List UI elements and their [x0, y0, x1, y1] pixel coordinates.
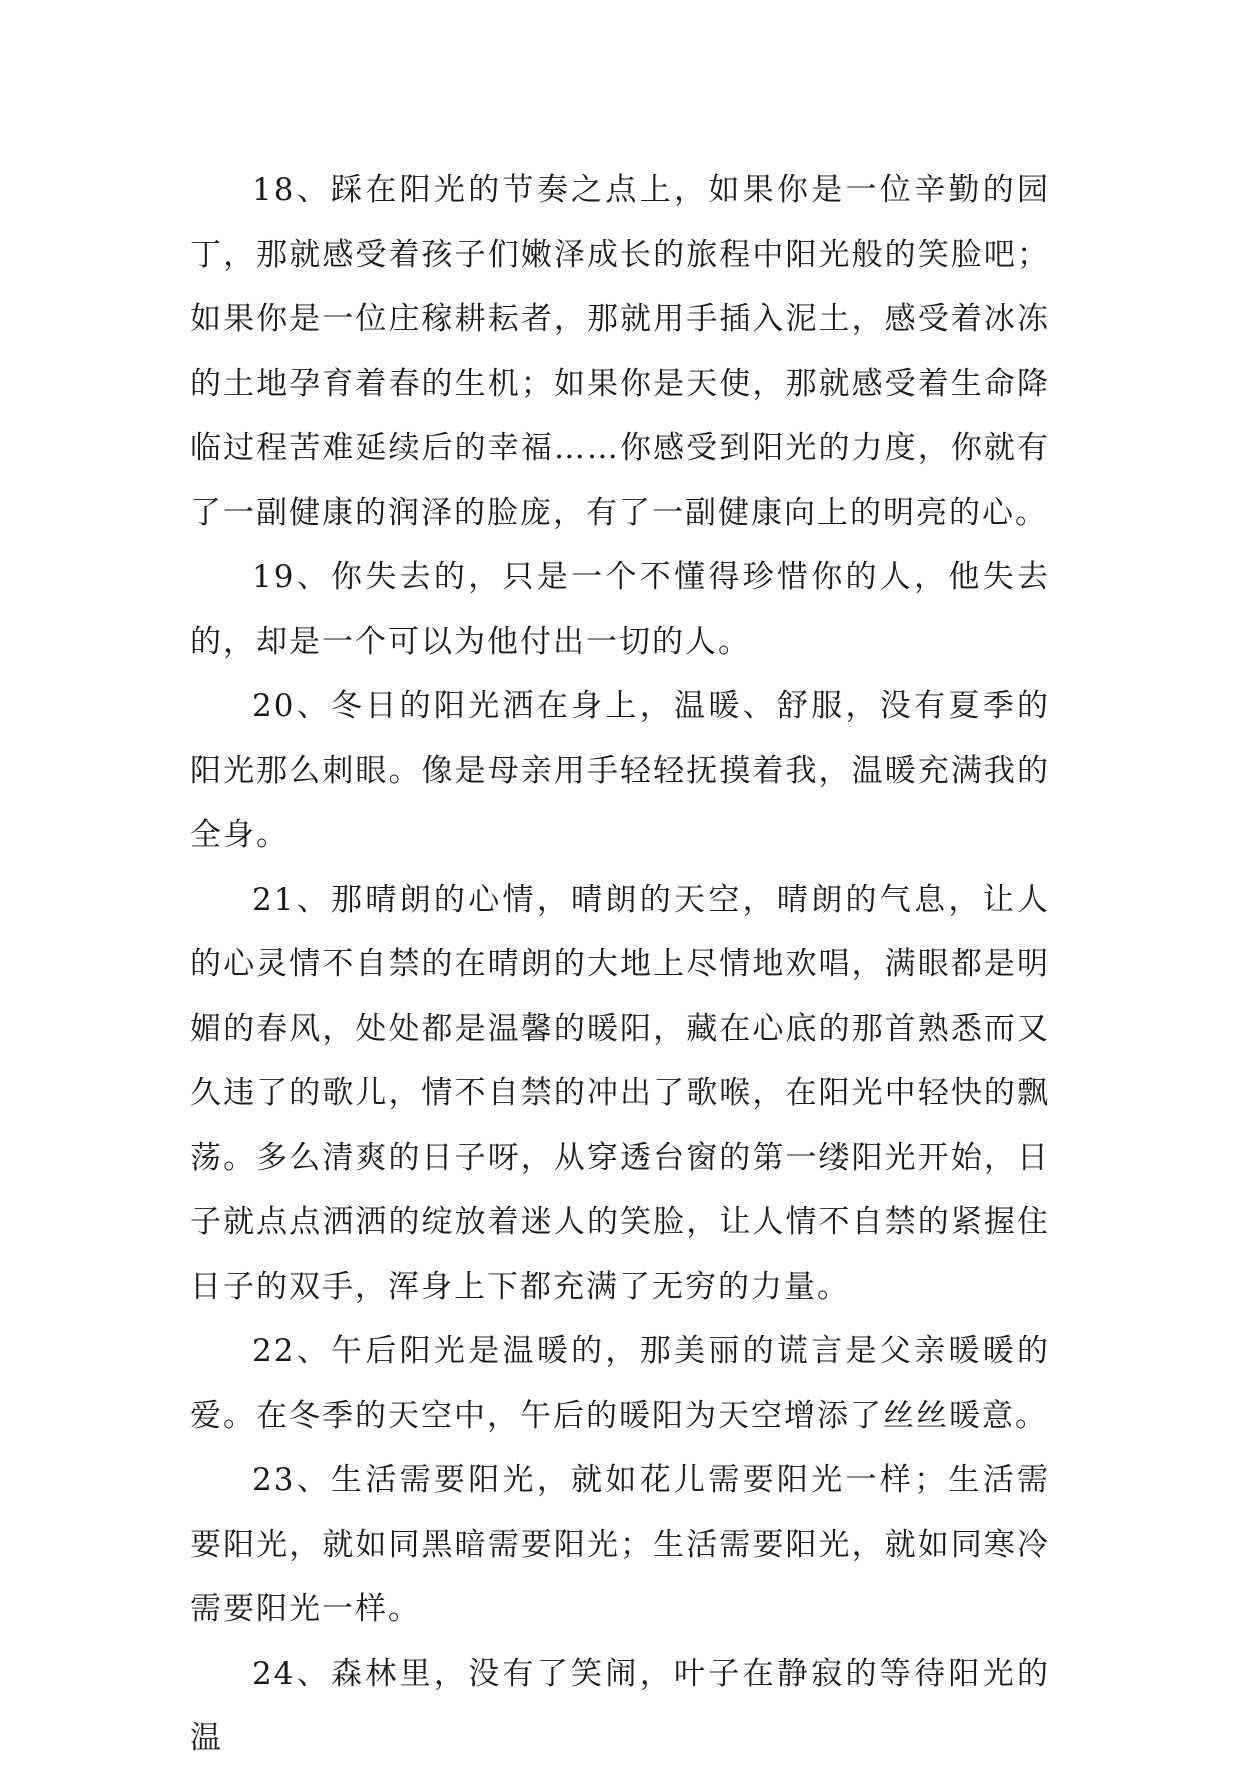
- paragraph-20: 20、冬日的阳光洒在身上，温暖、舒服，没有夏季的阳光那么刺眼。像是母亲用手轻轻抚摸着我，温暖充满我的全身。: [190, 688, 1050, 853]
- paragraph-24: 24、森林里，没有了笑闹，叶子在静寂的等待阳光的温: [190, 1655, 1050, 1756]
- paragraph-19: 19、你失去的，只是一个不懂得珍惜你的人，他失去的，却是一个可以为他付出一切的人。: [190, 559, 1050, 660]
- document-body: [190, 158, 1050, 1771]
- paragraph-18: 18、踩在阳光的节奏之点上，如果你是一位辛勤的园丁，那就感受着孩子们嫩泽成长的旅程中阳光般的笑脸吧；如果你是一位庄稼耕耘者，那就用手插入泥土，感受着冰冻的土地孕育着春的生机；如果你是天使，那就感受着生命降临过程苦难延续后的幸福……你感受到阳光的力度，你就有了一副健康的润泽的脸庞，有了一副健康向上的明亮的心。: [190, 172, 1050, 531]
- paragraph-22: 22、午后阳光是温暖的，那美丽的谎言是父亲暖暖的爱。在冬季的天空中，午后的暖阳为天空增添了丝丝暖意。: [190, 1333, 1050, 1434]
- paragraph-23: 23、生活需要阳光，就如花儿需要阳光一样；生活需要阳光，就如同黑暗需要阳光；生活需要阳光，就如同寒冷需要阳光一样。: [190, 1462, 1050, 1627]
- paragraph-21: 21、那晴朗的心情，晴朗的天空，晴朗的气息，让人的心灵情不自禁的在晴朗的大地上尽情地欢唱，满眼都是明媚的春风，处处都是温馨的暖阳，藏在心底的那首熟悉而又久违了的歌儿，情不自禁的冲出了歌喉，在阳光中轻快的飘荡。多么清爽的日子呀，从穿透台窗的第一缕阳光开始，日子就点点洒洒的绽放着迷人的笑脸，让人情不自禁的紧握住日子的双手，浑身上下都充满了无穷的力量。: [190, 881, 1050, 1305]
